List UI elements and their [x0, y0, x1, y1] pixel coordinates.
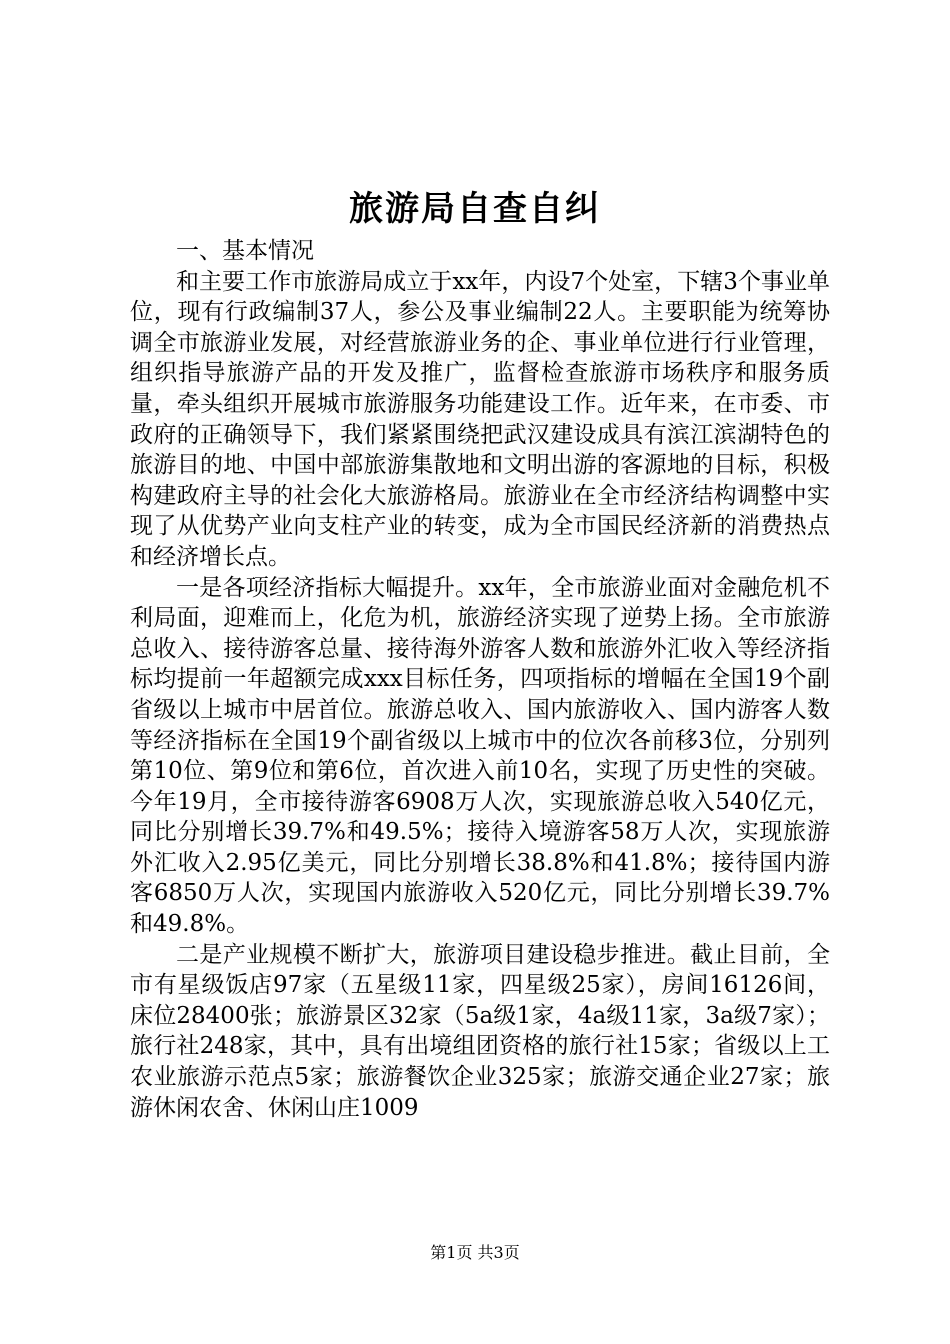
paragraph-economic-indicators: 一是各项经济指标大幅提升。xx年，全市旅游业面对金融危机不利局面，迎难而上，化危为机，旅游经济实现了逆势上扬。全市旅游总收入、接待游客总量、接待海外游客人数和旅游外汇收入等经济指标均提前一年超额完成xxx目标任务，四项指标的增幅在全国19个副省级以上城市中居首位。旅游总收入、国内旅游收入、国内游客人数等经济指标在全国19个副省级以上城市中的位次各前移3位，分别列第10位、第9位和第6位，首次进入前10名，实现了历史性的突破。今年19月，全市接待游客6908万人次，实现旅游总收入540亿元，同比分别增长39.7%和49.5%；接待入境游客58万人次，实现旅游外汇收入2.95亿美元，同比分别增长38.8%和41.8%；接待国内游客6850万人次，实现国内旅游收入520亿元，同比分别增长39.7%和49.8%。 [130, 574, 830, 938]
paragraph-overview: 和主要工作市旅游局成立于xx年，内设7个处室，下辖3个事业单位，现有行政编制37人，参公及事业编制22人。主要职能为统筹协调全市旅游业发展，对经营旅游业务的企、事业单位进行行业管理，组织指导旅游产品的开发及推广，监督检查旅游市场秩序和服务质量，牵头组织开展城市旅游服务功能建设工作。近年来，在市委、市政府的正确领导下，我们紧紧围绕把武汉建设成具有滨江滨湖特色的旅游目的地、中国中部旅游集散地和文明出游的客源地的目标，积极构建政府主导的社会化大旅游格局。旅游业在全市经济结构调整中实现了从优势产业向支柱产业的转变，成为全市国民经济新的消费热点和经济增长点。 [130, 268, 830, 570]
document-body [130, 236, 830, 1123]
document-title: 旅游局自查自纠 [349, 189, 601, 229]
section-heading: 一、基本情况 [176, 238, 314, 264]
page-footer: 第1页 共3页 [430, 1243, 520, 1262]
paragraph-industry-scale: 二是产业规模不断扩大，旅游项目建设稳步推进。截止目前，全市有星级饭店97家（五星级11家，四星级25家），房间16126间，床位28400张；旅游景区32家（5a级1家，4a级11家，3a级7家）；旅行社248家，其中，具有出境组团资格的旅行社15家；省级以上工农业旅游示范点5家；旅游餐饮企业325家；旅游交通企业27家；旅游休闲农舍、休闲山庄1009 [130, 941, 830, 1121]
